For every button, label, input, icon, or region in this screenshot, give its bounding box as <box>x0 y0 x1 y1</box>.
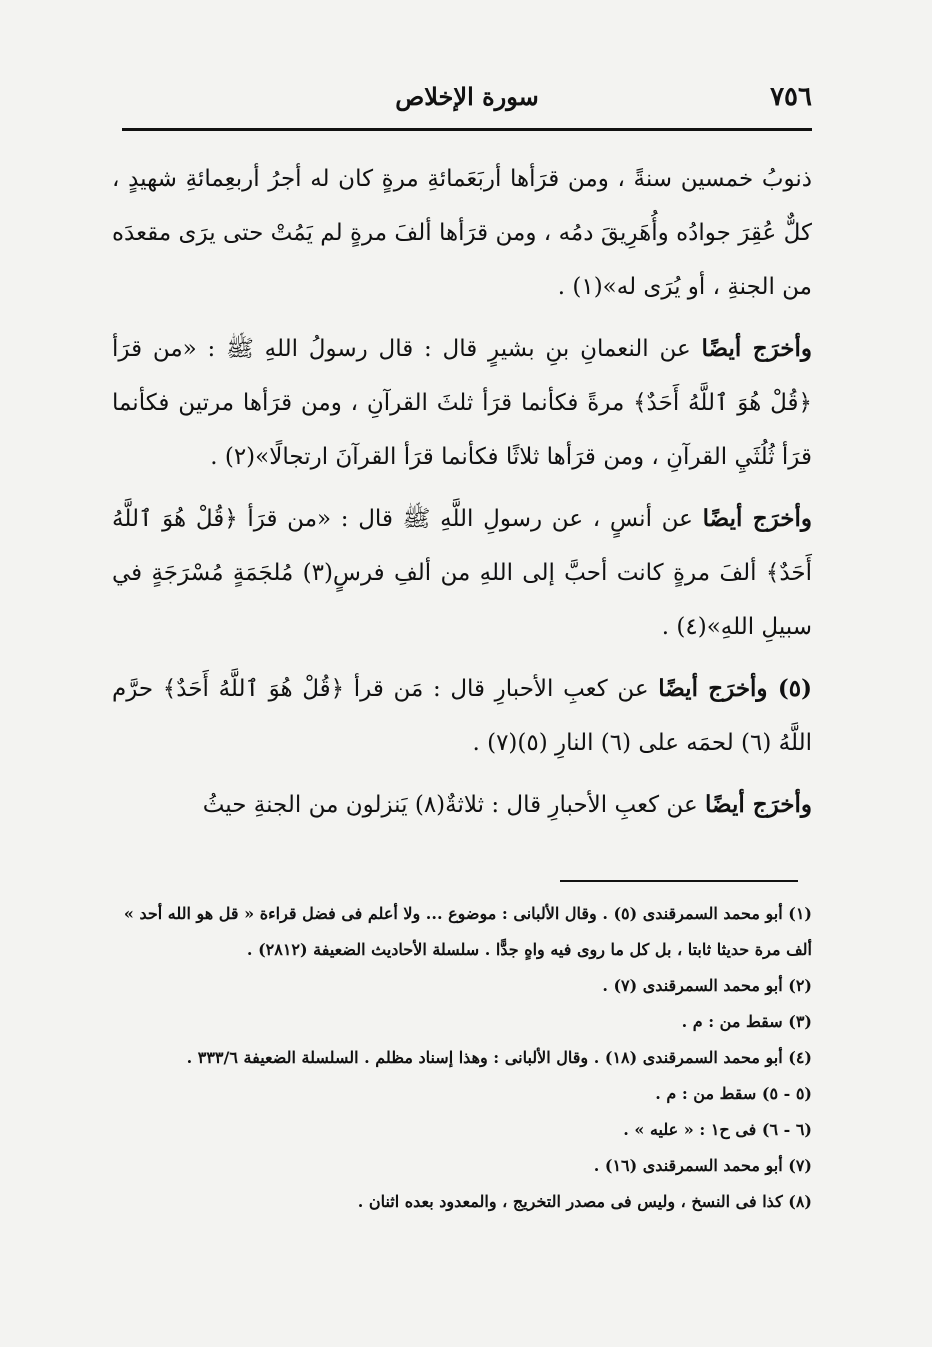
footnote-2: (٢) أبو محمد السمرقندى (٧) . <box>602 976 812 995</box>
paragraph-4 <box>112 662 812 770</box>
main-text <box>112 152 812 840</box>
page-number: ٧٥٦ <box>770 82 812 112</box>
paragraph-3 <box>112 492 812 654</box>
paragraph-lead: وأخرَج أيضًا <box>702 505 812 532</box>
footnote-6: (٦ - ٦) فى ح١ : « عليه » . <box>623 1120 812 1139</box>
footnote-4: (٤) أبو محمد السمرقندى (١٨) . وقال الألبانى : وهذا إسناد مظلم . السلسلة الضعيفة ٣٣٣/٦ . <box>186 1048 812 1067</box>
footnotes <box>112 896 812 1220</box>
paragraph-lead: (٥) وأخرَج أيضًا <box>658 675 812 702</box>
paragraph-text: عن كعبِ الأحبارِ قال : ثلاثةٌ(٨) يَنزلون من الجنةِ حيثُ <box>202 792 698 818</box>
paragraph-text: عن أنسٍ ، عن رسولِ اللَّهِ ﷺ قال : «من قرَأ ﴿قُلْ هُوَ ٱللَّهُ أَحَدٌ﴾ ألفَ مرةٍ كانت أحبَّ إلى اللهِ من ألفِ فرسٍ(٣) مُلجَمَةٍ مُسْرَجَةٍ في سبيلِ اللهِ»(٤) . <box>112 506 813 640</box>
footnote-3: (٣) سقط من : م . <box>681 1012 812 1031</box>
paragraph-text: عن كعبِ الأحبارِ قال : مَن قرأ ﴿قُلْ هُوَ ٱللَّهُ أَحَدٌ﴾ حرَّم اللَّهُ (٦) لحمَه على (٦) النارِ (٥)(٧) . <box>112 676 812 756</box>
paragraph-lead: وأخرَج أيضًا <box>701 335 812 362</box>
paragraph-lead: وأخرَج أيضًا <box>704 791 812 818</box>
paragraph-2 <box>112 322 812 484</box>
footnote-7: (٧) أبو محمد السمرقندى (١٦) . <box>593 1156 812 1175</box>
header-rule <box>122 128 812 131</box>
footnote-5: (٥ - ٥) سقط من : م . <box>655 1084 812 1103</box>
footnote-1: (١) أبو محمد السمرقندى (٥) . وقال الألبانى : موضوع ... ولا أعلم فى فضل قراءة « قل هو الله أحد » ألف مرة حديثا ثابتا ، بل كل ما روى فيه واهٍ جدًّا . سلسلة الأحاديث الضعيفة (٢٨١٢) . <box>123 904 812 959</box>
running-title: سورة الإخلاص <box>395 82 539 111</box>
paragraph-text: ذنوبُ خمسين سنةً ، ومن قرَأها أربَعَمائةِ مرةٍ كان له أجرُ أربعِمائةِ شهيدٍ ، كلٌّ عُقِرَ جوادُه وأُهَرِيقَ دمُه ، ومن قرَأها ألفَ مرةٍ لم يَمُتْ حتى يرَى مقعدَه من الجنةِ ، أو يُرَى له»(١) . <box>112 166 812 300</box>
paragraph-5 <box>112 778 812 832</box>
footnote-separator <box>560 880 798 882</box>
paragraph-1 <box>112 152 812 314</box>
page-header <box>122 78 812 122</box>
footnote-8: (٨) كذا فى النسخ ، وليس فى مصدر التخريج ، والمعدود بعده اثنان . <box>357 1192 812 1211</box>
paragraph-text: عن النعمانِ بنِ بشيرٍ قال : قال رسولُ اللهِ ﷺ : «من قرَأ ﴿قُلْ هُوَ ٱللَّهُ أَحَدٌ﴾ مرةً فكأنما قرَأ ثلثَ القرآنِ ، ومن قرَأها مرتين فكأنما قرَأ ثُلُثَيِ القرآنِ ، ومن قرَأها ثلاثًا فكأنما قرَأ القرآنَ ارتجالًا»(٢) . <box>112 336 812 470</box>
